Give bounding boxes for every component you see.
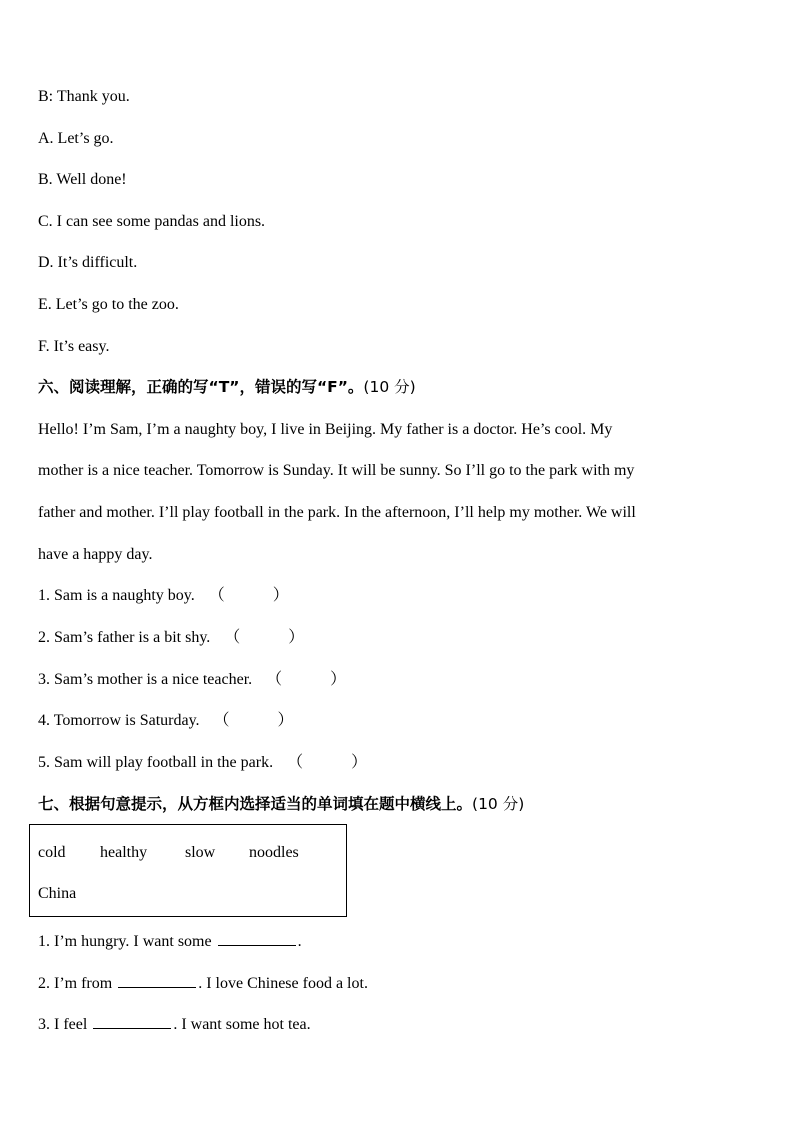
word-noodles: noodles: [249, 844, 299, 861]
paren-open: （: [208, 587, 225, 604]
paren-close: ）: [351, 754, 368, 771]
answer-parentheses[interactable]: [214, 711, 294, 731]
section7-heading: [38, 794, 524, 814]
passage-line-4: have a happy day.: [38, 546, 153, 563]
tf-question-5: [38, 753, 367, 773]
option-c: C. I can see some pandas and lions.: [38, 213, 266, 230]
tf-question-4: [38, 711, 294, 731]
paren-open: （: [266, 671, 283, 688]
passage-line-2: mother is a nice teacher. Tomorrow is Sunday. It will be sunny. So I’ll go to the park with my: [38, 462, 635, 479]
fill-question-2: [38, 973, 368, 994]
answer-parentheses[interactable]: [266, 670, 346, 690]
tf-question-text: 1. Sam is a naughty boy.: [38, 587, 195, 604]
fill-question-3: [38, 1014, 311, 1035]
option-e: E. Let’s go to the zoo.: [38, 296, 179, 313]
passage-line-3: father and mother. I’ll play football in the park. In the afternoon, I’ll help my mother. We will: [38, 504, 636, 521]
paren-close: ）: [288, 629, 305, 646]
dialog-tail: B: Thank you.: [38, 88, 130, 105]
paren-open: （: [287, 754, 304, 771]
fill-question-before: 1. I’m hungry. I want some: [38, 933, 212, 950]
paren-close: ）: [277, 712, 294, 729]
tf-question-text: 4. Tomorrow is Saturday.: [38, 712, 200, 729]
section7-points: (10 分): [472, 795, 525, 813]
tf-question-text: 2. Sam’s father is a bit shy.: [38, 629, 211, 646]
answer-blank[interactable]: [118, 973, 196, 988]
answer-parentheses[interactable]: [287, 753, 367, 773]
section6-points: (10 分): [363, 378, 416, 396]
tf-question-text: 5. Sam will play football in the park.: [38, 754, 274, 771]
tf-question-text: 3. Sam’s mother is a nice teacher.: [38, 671, 253, 688]
section7-title: 七、根据句意提示，从方框内选择适当的单词填在题中横线上。: [38, 795, 473, 813]
tf-question-3: [38, 670, 346, 690]
tf-question-2: [38, 628, 304, 648]
answer-blank[interactable]: [93, 1014, 171, 1029]
option-a: A. Let’s go.: [38, 130, 114, 147]
fill-question-before: 3. I feel: [38, 1016, 88, 1033]
answer-blank[interactable]: [218, 931, 296, 946]
word-slow: slow: [185, 844, 216, 861]
fill-question-after: . I love Chinese food a lot.: [198, 975, 368, 992]
word-cold: cold: [38, 844, 66, 861]
paren-close: ）: [330, 671, 347, 688]
option-f: F. It’s easy.: [38, 338, 110, 355]
answer-parentheses[interactable]: [224, 628, 304, 648]
passage-line-1: Hello! I’m Sam, I’m a naughty boy, I live in Beijing. My father is a doctor. He’s cool. My: [38, 421, 613, 438]
word-china: China: [38, 885, 77, 902]
fill-question-1: [38, 931, 302, 952]
option-b: B. Well done!: [38, 171, 127, 188]
section6-heading: [38, 377, 416, 397]
word-healthy: healthy: [100, 844, 148, 861]
paren-open: （: [213, 712, 230, 729]
answer-parentheses[interactable]: [209, 586, 289, 606]
fill-question-before: 2. I’m from: [38, 975, 113, 992]
fill-question-after: .: [297, 933, 302, 950]
word-box: [29, 824, 347, 917]
fill-question-after: . I want some hot tea.: [173, 1016, 311, 1033]
tf-question-1: [38, 586, 289, 606]
paren-open: （: [224, 629, 241, 646]
section6-title: 六、阅读理解，正确的写“T”，错误的写“F”。: [38, 378, 364, 396]
paren-close: ）: [272, 587, 289, 604]
option-d: D. It’s difficult.: [38, 254, 138, 271]
